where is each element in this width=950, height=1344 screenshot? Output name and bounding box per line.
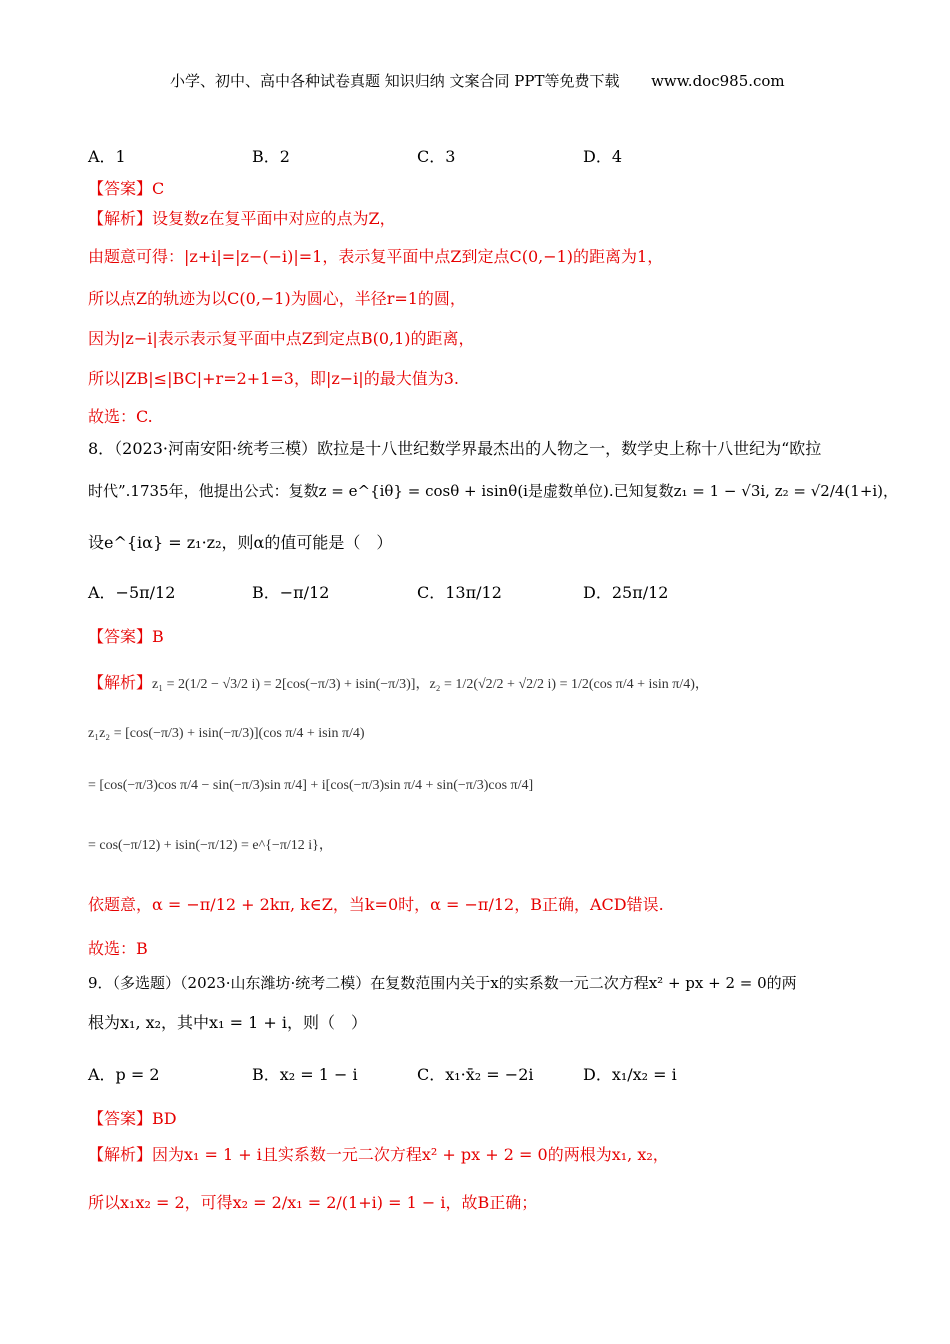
q8-solution-line-4: = cos(−π/12) + isin(−π/12) = e^{−π/12 i}， bbox=[88, 838, 333, 853]
q7-answer: 【答案】C bbox=[88, 179, 165, 198]
q9-solution-line-1: 【解析】因为x₁ = 1 + i且实系数一元二次方程x² + px + 2 = 0的两根为x₁, x₂， bbox=[88, 1145, 669, 1164]
q7-solution-line-4: 因为|z−i|表示表示复平面中点Z到定点B(0,1)的距离， bbox=[88, 329, 475, 348]
q8-answer: 【答案】B bbox=[88, 627, 164, 646]
q9-option-b: B．x₂ = 1 − i bbox=[252, 1065, 358, 1084]
q8-final: 故选：B bbox=[88, 939, 148, 958]
q9-stem-line-2: 根为x₁, x₂，其中x₁ = 1 + i，则（ ） bbox=[88, 1013, 367, 1032]
header-left-text: 小学、初中、高中各种试卷真题 知识归纳 文案合同 PPT等免费下载 bbox=[170, 72, 620, 90]
q8-option-c: C．13π/12 bbox=[417, 583, 502, 602]
q7-option-d: D．4 bbox=[583, 147, 623, 166]
q7-solution-line-3: 所以点Z的轨迹为以C(0,−1)为圆心，半径r=1的圆， bbox=[88, 289, 466, 308]
q8-solution-line-1: 【解析】z₁ = 2(1/2 − √3/2 i) = 2[cos(−π/3) + isin(−π/3)]，z₂ = 1/2(√2/2 + √2/2 i) = 1/2(cos π/4 + isin π/4)， bbox=[88, 673, 709, 692]
q7-solution-line-1: 【解析】设复数z在复平面中对应的点为Z， bbox=[88, 209, 396, 228]
page-header bbox=[170, 70, 785, 91]
q8-option-b: B．−π/12 bbox=[252, 583, 330, 602]
q9-option-d: D．x₁/x₂ = i bbox=[583, 1065, 677, 1084]
q8-stem-line-3: 设e^{iα} = z₁·z₂，则α的值可能是（ ） bbox=[88, 533, 393, 552]
q7-solution-line-5: 所以|ZB|≤|BC|+r=2+1=3，即|z−i|的最大值为3. bbox=[88, 369, 459, 388]
q9-solution-line-2: 所以x₁x₂ = 2，可得x₂ = 2/x₁ = 2/(1+i) = 1 − i，故B正确； bbox=[88, 1193, 538, 1212]
q9-option-c: C．x₁·x̄₂ = −2i bbox=[417, 1065, 534, 1084]
q8-option-d: D．25π/12 bbox=[583, 583, 669, 602]
q7-solution-line-2: 由题意可得：|z+i|=|z−(−i)|=1，表示复平面中点Z到定点C(0,−1)的距离为1， bbox=[88, 247, 664, 266]
q8-solution-line-5: 依题意，α = −π/12 + 2kπ, k∈Z，当k=0时，α = −π/12，B正确，ACD错误. bbox=[88, 895, 664, 914]
q7-option-c: C．3 bbox=[417, 147, 456, 166]
q9-answer: 【答案】BD bbox=[88, 1109, 177, 1128]
q7-option-b: B．2 bbox=[252, 147, 290, 166]
q9-option-a: A．p = 2 bbox=[88, 1065, 160, 1084]
q7-final: 故选：C. bbox=[88, 407, 153, 426]
q8-solution-line-2: z₁z₂ = [cos(−π/3) + isin(−π/3)](cos π/4 + isin π/4) bbox=[88, 726, 365, 741]
header-url[interactable]: www.doc985.com bbox=[651, 72, 785, 90]
q8-solution-line-3: = [cos(−π/3)cos π/4 − sin(−π/3)sin π/4] + i[cos(−π/3)sin π/4 + sin(−π/3)cos π/4] bbox=[88, 778, 534, 793]
q8-stem-line-2: 时代”.1735年，他提出公式：复数z = e^{iθ} = cosθ + isinθ(i是虚数单位).已知复数z₁ = 1 − √3i, z₂ = √2/4(1+i)， bbox=[88, 482, 899, 500]
q8-option-a: A．−5π/12 bbox=[88, 583, 176, 602]
q9-stem-line-1: 9．（多选题）（2023·山东潍坊·统考二模）在复数范围内关于x的实系数一元二次方程x² + px + 2 = 0的两 bbox=[88, 974, 797, 992]
q8-stem-line-1: 8．（2023·河南安阳·统考三模）欧拉是十八世纪数学界最杰出的人物之一，数学史上称十八世纪为“欧拉 bbox=[88, 439, 822, 458]
q7-option-a: A．1 bbox=[88, 147, 126, 166]
